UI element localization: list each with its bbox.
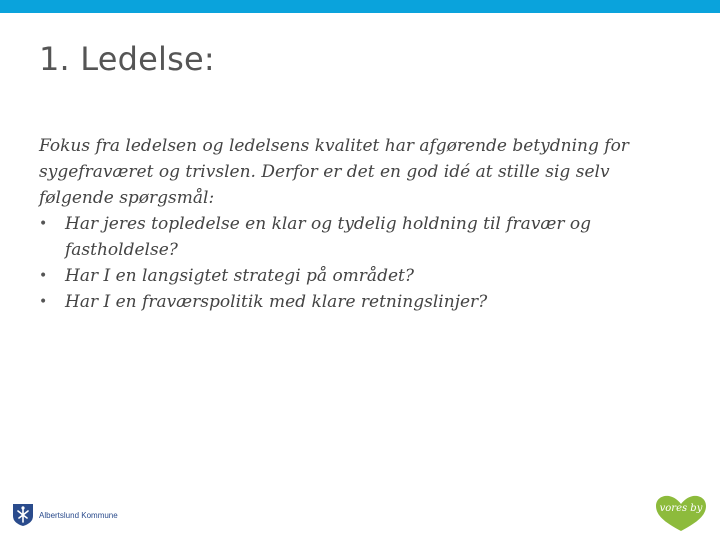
bullet-icon: • xyxy=(39,216,48,232)
question-text: Har jeres topledelse en klar og tydelig holdning til fravær og fastholdelse? xyxy=(65,214,592,260)
intro-paragraph: Fokus fra ledelsen og ledelsens kvalitet har afgørende betydning for sygefraværet og trivslen. Derfor er det en god idé at stille sig selv følgende spørgsmål: xyxy=(39,136,629,208)
vores-by-badge xyxy=(654,494,708,532)
question-list xyxy=(39,211,679,315)
albertslund-crest-icon xyxy=(12,503,34,527)
slide-content xyxy=(39,133,679,315)
list-item xyxy=(39,211,679,263)
bullet-icon: • xyxy=(39,294,48,310)
question-text: Har I en fraværspolitik med klare retningslinjer? xyxy=(65,292,488,312)
list-item xyxy=(39,289,679,315)
slide-title: 1. Ledelse: xyxy=(39,40,215,78)
top-accent-bar xyxy=(0,0,720,13)
municipality-name: Albertslund Kommune xyxy=(39,510,118,520)
municipality-logo xyxy=(12,503,118,527)
question-text: Har I en langsigtet strategi på området? xyxy=(65,266,414,286)
bullet-icon: • xyxy=(39,268,48,284)
badge-text: vores by xyxy=(659,503,703,514)
list-item xyxy=(39,263,679,289)
